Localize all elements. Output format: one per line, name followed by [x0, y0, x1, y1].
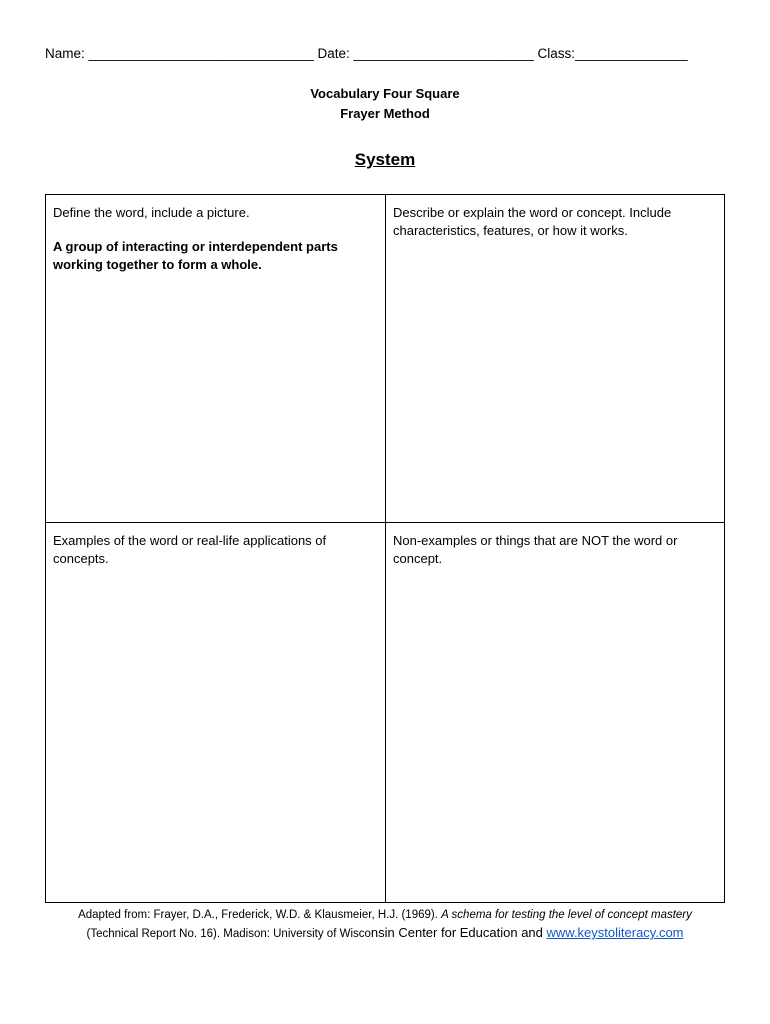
- definition-square: [46, 195, 386, 523]
- citation: [0, 906, 770, 943]
- definition-answer: A group of interacting or interdependent parts working together to form a whole.: [53, 239, 338, 272]
- examples-square: [46, 523, 386, 902]
- citation-text-2: (Technical Report No. 16). Madison: University of Wisco: [86, 928, 371, 940]
- description-square: [386, 195, 724, 523]
- description-prompt: Describe or explain the word or concept. Include characteristics, features, or how it works.: [393, 205, 672, 238]
- four-square-grid: [45, 194, 725, 903]
- worksheet-title: Vocabulary Four Square: [310, 86, 460, 101]
- keystoliteracy-link[interactable]: www.keystoliteracy.com: [546, 925, 684, 940]
- vocabulary-word: System: [354, 150, 416, 169]
- definition-prompt: Define the word, include a picture.: [53, 205, 250, 220]
- citation-text-1: Adapted from: Frayer, D.A., Frederick, W.D. & Klausmeier, H.J. (1969).: [78, 909, 442, 921]
- citation-title: A schema for testing the level of concept mastery: [441, 909, 692, 921]
- examples-prompt: Examples of the word or real-life applications of concepts.: [53, 533, 327, 566]
- worksheet-subtitle: Frayer Method: [340, 106, 430, 121]
- non-examples-square: [386, 523, 724, 902]
- citation-text-3: nsin Center for Education and: [370, 925, 547, 940]
- student-info-line: Name: ______________________________ Date: ________________________ Class:_______________: [45, 46, 688, 61]
- non-examples-prompt: Non-examples or things that are NOT the word or concept.: [393, 533, 678, 566]
